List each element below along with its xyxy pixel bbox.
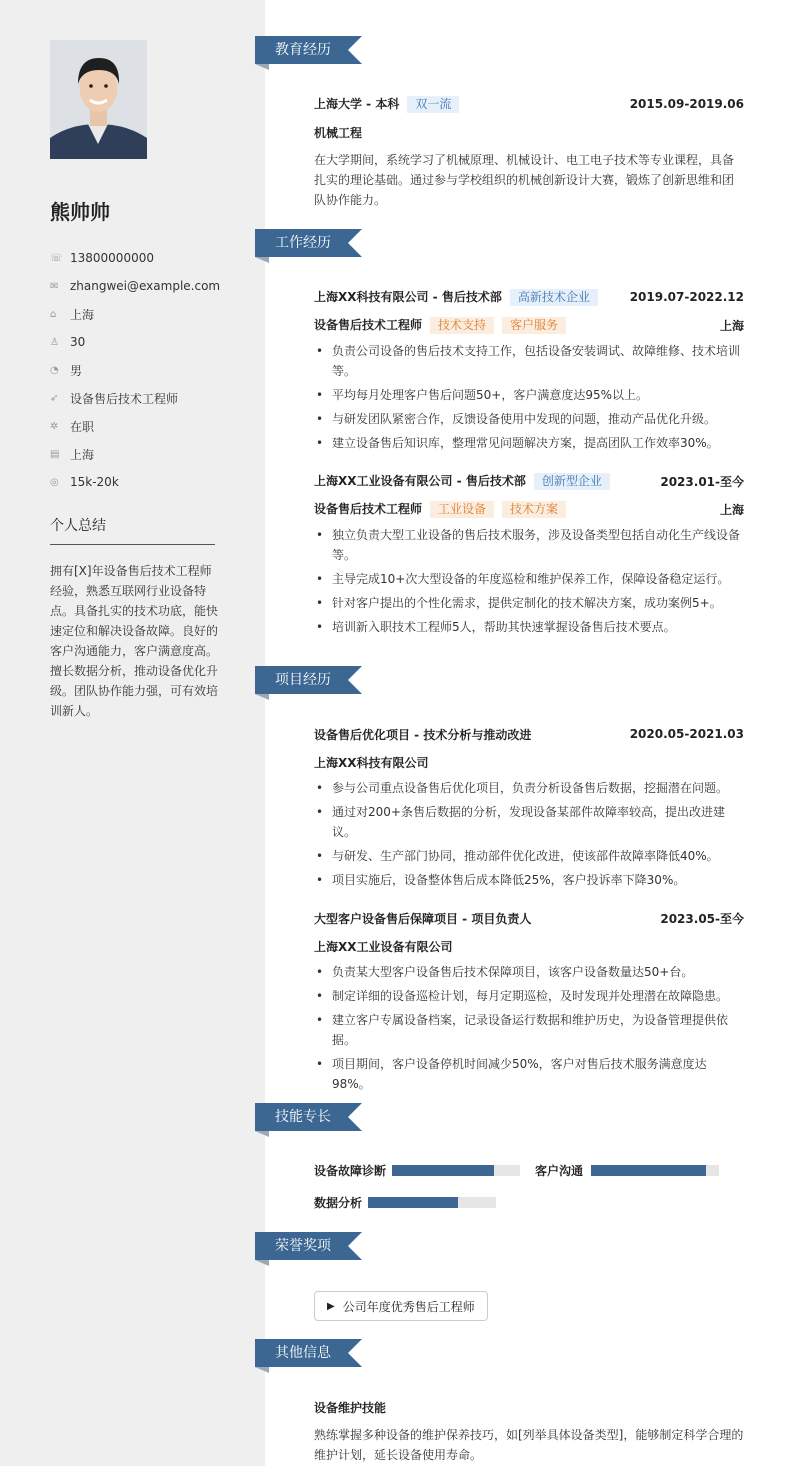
- list-item: • 负责公司设备的售后技术支持工作，包括设备安装调试、故障维修、技术培训等。: [314, 341, 744, 381]
- section-header-project: [255, 666, 362, 694]
- work-city: 上海: [719, 318, 744, 333]
- other-desc: 熟练掌握多种设备的维护保养技巧，如[列举具体设备类型]，能够制定科学合理的维护计划，延长设备使用寿命。: [314, 1428, 744, 1462]
- company-tag: 创新型企业: [534, 473, 610, 490]
- project-bullets: [314, 962, 744, 1094]
- summary-text: 拥有[X]年设备售后技术工程师经验，熟悉互联网行业设备特点。具备扎实的技术功底，能快速定位和解决设备故障。良好的客户沟通能力，客户满意度高。擅长数据分析，推动设备优化升级。团队协作能力强，可有效培训新人。: [50, 564, 219, 718]
- section-header-skills: [255, 1103, 362, 1131]
- award-label: 公司年度优秀售后工程师: [342, 1299, 475, 1314]
- company-line: [314, 472, 610, 490]
- summary-divider: [50, 544, 215, 545]
- award-item: [314, 1291, 488, 1321]
- home-icon: ⌂: [50, 308, 57, 320]
- section-title: 项目经历: [275, 672, 331, 688]
- contact-info: [50, 244, 250, 496]
- work-item-2: [314, 471, 744, 641]
- company-tag: 高新技术企业: [510, 289, 598, 306]
- job-tag: 客户服务: [502, 317, 566, 334]
- project-item-1: [314, 724, 744, 894]
- ribbon-fold: [255, 1260, 269, 1266]
- city-value: 上海: [70, 447, 95, 462]
- list-item: • 建立设备售后知识库，整理常见问题解决方案，提高团队工作效率30%。: [314, 433, 744, 453]
- info-job: [50, 384, 250, 412]
- list-item: • 独立负责大型工业设备的售后技术服务，涉及设备类型包括自动化生产线设备等。: [314, 525, 744, 565]
- education-block: [314, 94, 744, 210]
- job-tag: 技术方案: [502, 501, 566, 518]
- project-name: 大型客户设备售后保障项目 - 项目负责人: [314, 911, 532, 926]
- major: 机械工程: [314, 125, 363, 140]
- project-company-row: [314, 936, 744, 956]
- list-item: • 参与公司重点设备售后优化项目，负责分析设备售后数据，挖掘潜在问题。: [314, 778, 744, 798]
- skill-bar-fill: [368, 1197, 458, 1208]
- project-item-2: [314, 908, 744, 1098]
- list-item: • 通过对200+条售后数据的分析，发现设备某部件故障率较高，提出改进建议。: [314, 802, 744, 842]
- skill-bar-fill: [591, 1165, 706, 1176]
- skill-bar: [591, 1165, 719, 1176]
- mail-icon: ✉: [50, 280, 59, 292]
- project-header: [314, 724, 744, 744]
- list-item: • 建立客户专属设备档案，记录设备运行数据和维护历史，为设备管理提供依据。: [314, 1010, 744, 1050]
- other-title: 设备维护技能: [314, 1400, 387, 1415]
- ribbon-fold: [255, 257, 269, 263]
- job-value: 设备售后技术工程师: [70, 391, 179, 406]
- info-gender: [50, 356, 250, 384]
- work-date: 2019.07-2022.12: [629, 290, 744, 304]
- education-header: [314, 94, 744, 114]
- skill-item: [535, 1162, 719, 1179]
- section-header-awards: [255, 1232, 362, 1260]
- project-name: 设备售后优化项目 - 技术分析与推动改进: [314, 727, 532, 742]
- play-icon: ▶: [327, 1300, 335, 1312]
- email-value: zhangwei@example.com: [70, 279, 221, 293]
- skill-name: 客户沟通: [535, 1164, 584, 1178]
- company-name: 上海XX工业设备有限公司 - 售后技术部: [314, 474, 526, 488]
- profile-photo: [50, 40, 147, 159]
- work-city: 上海: [719, 502, 744, 517]
- company-line: [314, 288, 598, 306]
- info-city: [50, 440, 250, 468]
- phone-value: 13800000000: [70, 251, 154, 265]
- project-header: [314, 908, 744, 928]
- project-date: 2020.05-2021.03: [629, 727, 744, 741]
- age-icon: ♙: [50, 336, 59, 348]
- work-header: [314, 287, 744, 307]
- summary-title: 个人总结: [50, 518, 106, 534]
- project-company: 上海XX科技有限公司: [314, 755, 429, 770]
- job-tag: 技术支持: [430, 317, 494, 334]
- status-value: 在职: [70, 419, 95, 434]
- project-bullets: [314, 778, 744, 890]
- job-row: [314, 315, 744, 335]
- job-title: 设备售后技术工程师: [314, 502, 423, 516]
- skill-name: 设备故障诊断: [314, 1164, 387, 1178]
- job-title: 设备售后技术工程师: [314, 318, 423, 332]
- project-company: 上海XX工业设备有限公司: [314, 939, 453, 954]
- ribbon-fold: [255, 1131, 269, 1137]
- skill-bar: [368, 1197, 496, 1208]
- skill-item: [314, 1194, 496, 1211]
- info-email: [50, 272, 250, 300]
- other-title-row: [314, 1397, 744, 1417]
- section-title: 技能专长: [275, 1109, 331, 1125]
- major-row: [314, 122, 744, 142]
- job-line: [314, 316, 566, 334]
- list-item: • 项目期间，客户设备停机时间减少50%，客户对售后技术服务满意度达98%。: [314, 1054, 744, 1094]
- city-icon: ▤: [50, 448, 60, 460]
- status-icon: ✲: [50, 420, 59, 432]
- school-tag: 双一流: [407, 96, 459, 113]
- skill-bar: [392, 1165, 520, 1176]
- salary-value: 15k-20k: [70, 475, 119, 489]
- gender-icon: ◔: [50, 364, 59, 376]
- skill-item: [314, 1162, 520, 1179]
- skill-bar-fill: [392, 1165, 494, 1176]
- work-header: [314, 471, 744, 491]
- work-bullets: [314, 525, 744, 637]
- section-header-work: [255, 229, 362, 257]
- home-value: 上海: [70, 307, 95, 322]
- list-item: • 与研发团队紧密合作，反馈设备使用中发现的问题，推动产品优化升级。: [314, 409, 744, 429]
- work-bullets: [314, 341, 744, 453]
- work-date: 2023.01-至今: [660, 474, 744, 489]
- section-header-education: [255, 36, 362, 64]
- section-title: 荣誉奖项: [275, 1238, 331, 1254]
- ribbon-fold: [255, 1367, 269, 1373]
- candidate-name: 熊帅帅: [50, 200, 110, 224]
- list-item: • 针对客户提出的个性化需求，提供定制化的技术解决方案，成功案例5+。: [314, 593, 744, 613]
- info-status: [50, 412, 250, 440]
- send-icon: ➶: [50, 392, 59, 404]
- school-line: [314, 95, 459, 113]
- section-header-other: [255, 1339, 362, 1367]
- phone-icon: ☏: [50, 252, 63, 264]
- section-title: 教育经历: [275, 42, 331, 58]
- ribbon-fold: [255, 694, 269, 700]
- list-item: • 负责某大型客户设备售后技术保障项目，该客户设备数量达50+台。: [314, 962, 744, 982]
- project-company-row: [314, 752, 744, 772]
- list-item: • 主导完成10+次大型设备的年度巡检和维护保养工作，保障设备稳定运行。: [314, 569, 744, 589]
- project-date: 2023.05-至今: [660, 911, 744, 926]
- info-age: [50, 328, 250, 356]
- section-title: 其他信息: [275, 1345, 331, 1361]
- list-item: • 培训新入职技术工程师5人，帮助其快速掌握设备售后技术要点。: [314, 617, 744, 637]
- age-value: 30: [70, 335, 86, 349]
- gender-value: 男: [70, 363, 83, 378]
- job-row: [314, 499, 744, 519]
- section-title: 工作经历: [275, 235, 331, 251]
- ribbon-fold: [255, 64, 269, 70]
- info-home: [50, 300, 250, 328]
- education-date: 2015.09-2019.06: [629, 97, 744, 111]
- work-item-1: [314, 287, 744, 457]
- education-desc: 在大学期间，系统学习了机械原理、机械设计、电工电子技术等专业课程，具备扎实的理论基础。通过参与学校组织的机械创新设计大赛，锻炼了创新思维和团队协作能力。: [314, 153, 735, 207]
- other-block: [314, 1397, 744, 1465]
- main-content: [255, 0, 794, 1466]
- job-tag: 工业设备: [430, 501, 494, 518]
- info-salary: [50, 468, 250, 496]
- list-item: • 与研发、生产部门协同，推动部件优化改进，使该部件故障率降低40%。: [314, 846, 744, 866]
- school-name: 上海大学 - 本科: [314, 97, 400, 111]
- list-item: • 项目实施后，设备整体售后成本降低25%，客户投诉率下降30%。: [314, 870, 744, 890]
- skill-name: 数据分析: [314, 1196, 363, 1210]
- salary-icon: ◎: [50, 476, 59, 488]
- list-item: • 制定详细的设备巡检计划，每月定期巡检，及时发现并处理潜在故障隐患。: [314, 986, 744, 1006]
- list-item: • 平均每月处理客户售后问题50+，客户满意度达95%以上。: [314, 385, 744, 405]
- company-name: 上海XX科技有限公司 - 售后技术部: [314, 290, 502, 304]
- job-line: [314, 500, 566, 518]
- sidebar: [0, 0, 265, 1466]
- info-phone: [50, 244, 250, 272]
